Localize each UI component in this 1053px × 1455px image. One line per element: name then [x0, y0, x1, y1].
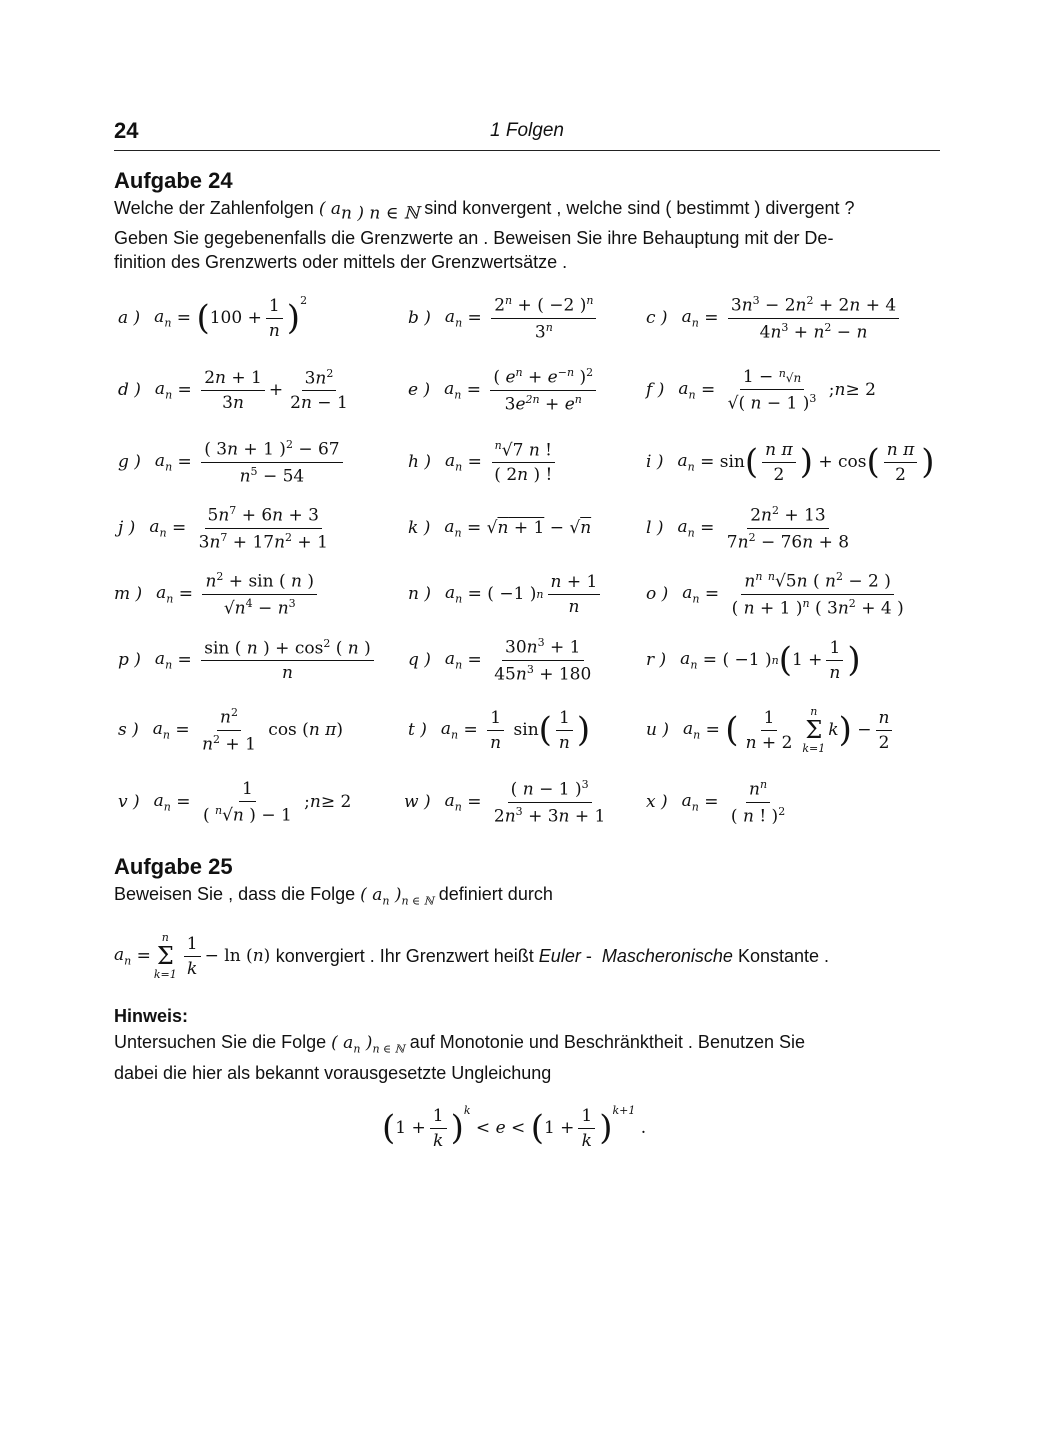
equation-a: a ) $a_n$ = ( 100 + $\frac{1}{n}$ ) $^2$ — [118, 293, 308, 341]
equation-i: i ) $a_n$ = sin ( $\frac{\text{n π}}{2}$ ) + cos ( $\frac{\text{n π}}{2}$ ) — [646, 439, 935, 485]
equation-n: n ) $a_n$ = ( −1 ) n $\frac{n + 1}{n}$ — [408, 564, 604, 624]
page-number: 24 — [114, 118, 139, 143]
hint-title: Hinweis: — [114, 1006, 189, 1026]
exercise-25-title: Aufgabe 25 — [114, 854, 233, 879]
equation-d: d ) $a_n$ = $\frac{2n + 1}{3n}$ + $\frac{3n^2}{2n - 1}$ — [118, 366, 348, 414]
equation-c: c ) $a_n$ = $\frac{3n^3 - 2n^2 + 2n + 4}{4n^3 + n^2 - n}$ — [646, 288, 903, 348]
equation-t: t ) $a_n$ = $\frac{1}{n}$ sin ( $\frac{1}{n}$ ) — [408, 707, 591, 753]
equation-p: p ) $a_n$ = $\frac{\sin ( n ) + \cos^2 ( n )}{n}$ — [118, 630, 378, 690]
equation-x: x ) $a_n$ = $\frac{n^n}{( n ! )^2}$ — [646, 777, 786, 827]
equation-v: v ) $a_n$ = $\frac{1}{( ^n√n ) - 1}$ ; n ≥ 2 — [118, 778, 352, 826]
equation-b: b ) $a_n$ = $\frac{2^n + ( -2 )^n}{3^n}$ — [408, 288, 600, 348]
equation-r: r ) $a_n$ = ( −1 ) n ( 1 + $\frac{1}{n}$ ) — [646, 637, 861, 683]
equation-u: u ) $a_n$ = ( $\frac{1}{n + 2}$ n Σ k=1 k ) − $\frac{n}{2}$ — [646, 700, 896, 760]
equation-e: e ) $a_n$ = $\frac{( e^n + e^{-n} )^2}{3e^{2n} + e^n}$ — [408, 360, 600, 420]
equation-l: l ) $a_n$ = $\frac{2n^2 + 13}{7n^2 - 76n + 8}$ — [646, 503, 850, 553]
equation-m: m ) $a_n$ = $\frac{n^2 + \sin ( n )}{√n^4 - n^3}$ — [114, 564, 321, 624]
equation-q: q ) $a_n$ = $\frac{30n^3 + 1}{45n^3 + 180}$ — [408, 635, 592, 685]
equation-s: s ) $a_n$ = $\frac{n^2}{n^2 + 1}$ cos ( n π ) — [118, 705, 343, 755]
equation-f: f ) $a_n$ = $\frac{1 - ^n√n}{√( n - 1 )^3}$ ; n ≥ 2 — [646, 366, 876, 414]
exercise-24-title: Aufgabe 24 — [114, 168, 233, 193]
page-header — [114, 118, 940, 151]
exercise-24-text: Welche der Zahlenfolgen ( $a_{n ) n \in ℕ}$ sind konvergent , welche sind ( bestimmt ) divergent ? Geben Sie gegebenenfalls die Grenzwerte an . Beweisen Sie ihre Behauptung mit der De- finition des Grenzwerts oder mittels der Grenzwertsätze . — [114, 198, 855, 272]
equation-k: k ) $a_n$ = √ n + 1 − √ n — [408, 516, 592, 540]
equation-o: o ) $a_n$ = $\frac{n^n ^n√5n ( n^2 - 2 )}{( n + 1 )^n ( 3n^2 + 4 )}$ — [646, 569, 904, 619]
equation-w: w ) $a_n$ = $\frac{( n - 1 )^3}{2n^3 + 3n + 1}$ — [404, 777, 606, 827]
euler-definition: $a_n$ = n Σ k=1 $\frac{1}{k}$ − ln ( n ) konvergiert . Ihr Grenzwert heißt Euler - Mascheronische Konstante . — [114, 931, 830, 981]
hint-text: Untersuchen Sie die Folge ( $a_n$ )$_{n \in ℕ}$ auf Monotonie und Beschränktheit . Benutzen Sie dabei die hier als bekannt vorausgesetzte Ungleichung — [114, 1032, 806, 1084]
chapter-title: 1 Folgen — [490, 120, 564, 141]
equation-h: h ) $a_n$ = $\frac{^n√7 n !}{( 2n ) !}$ — [408, 432, 559, 492]
equation-j: j ) $a_n$ = $\frac{5n^7 + 6n + 3}{3n^7 + 17n^2 + 1}$ — [118, 503, 328, 553]
equation-g: g ) $a_n$ = $\frac{( 3n + 1 )^2 - 67}{n^5 - 54}$ — [118, 432, 347, 492]
inequality: ( 1 + $\frac{1}{k}$ ) $^k$ < e < ( 1 + $\frac{1}{k}$ ) $^{k+1}$ . — [382, 1103, 647, 1151]
exercise-25-text: Beweisen Sie , dass die Folge ( $a_n$ )$_{n \in ℕ}$ definiert durch — [114, 884, 553, 908]
